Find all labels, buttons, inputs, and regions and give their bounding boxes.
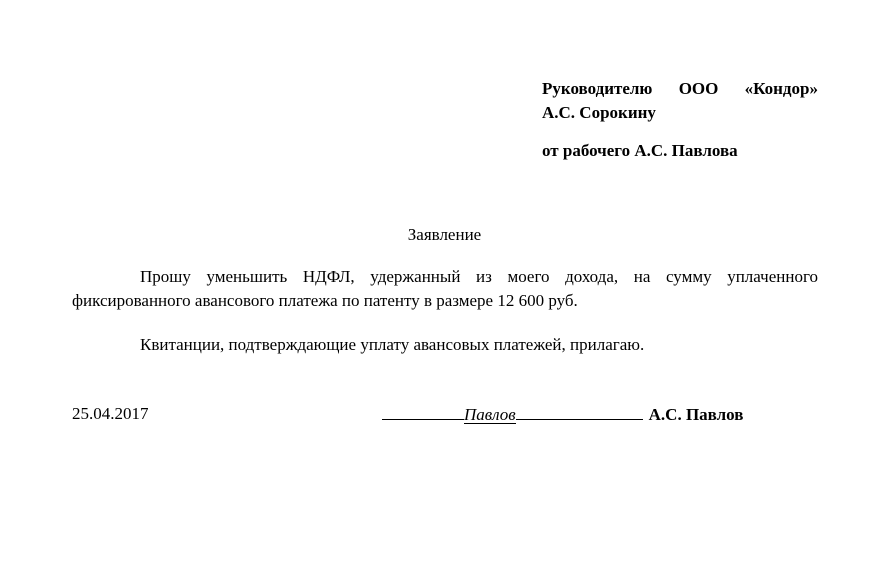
request-word: сумму xyxy=(665,267,712,286)
request-word: на xyxy=(633,267,651,286)
signature-underline xyxy=(382,402,464,420)
request-word: дохода, xyxy=(565,267,619,286)
recipient-line-2: А.С. Сорокину xyxy=(542,103,656,122)
signature-underline xyxy=(516,402,643,420)
request-paragraph-line-2: фиксированного авансового платежа по патенту в размере 12 600 руб. xyxy=(72,291,578,310)
signature-line xyxy=(382,402,743,427)
document-date: 25.04.2017 xyxy=(72,404,149,423)
document-title: Заявление xyxy=(407,225,482,244)
request-paragraph xyxy=(72,265,818,313)
handwritten-signature: Павлов xyxy=(464,405,516,424)
request-word: моего xyxy=(507,267,550,286)
request-paragraph-line-1 xyxy=(72,265,818,289)
request-word: НДФЛ, xyxy=(302,267,355,286)
attachment-paragraph: Квитанции, подтверждающие уплату авансовых платежей, прилагаю. xyxy=(140,335,645,354)
signature-name: А.С. Павлов xyxy=(648,405,744,424)
sender-line: от рабочего А.С. Павлова xyxy=(542,141,738,160)
recipient-block xyxy=(542,77,818,125)
request-word: Прошу xyxy=(140,267,191,286)
recipient-word: Руководителю xyxy=(542,79,653,98)
request-word: уплаченного xyxy=(727,267,818,286)
recipient-word: ООО xyxy=(678,79,719,98)
request-word: из xyxy=(476,267,492,286)
request-word: удержанный xyxy=(370,267,461,286)
request-word: уменьшить xyxy=(206,267,288,286)
recipient-line-1 xyxy=(542,77,818,101)
recipient-word: «Кондор» xyxy=(744,79,818,98)
